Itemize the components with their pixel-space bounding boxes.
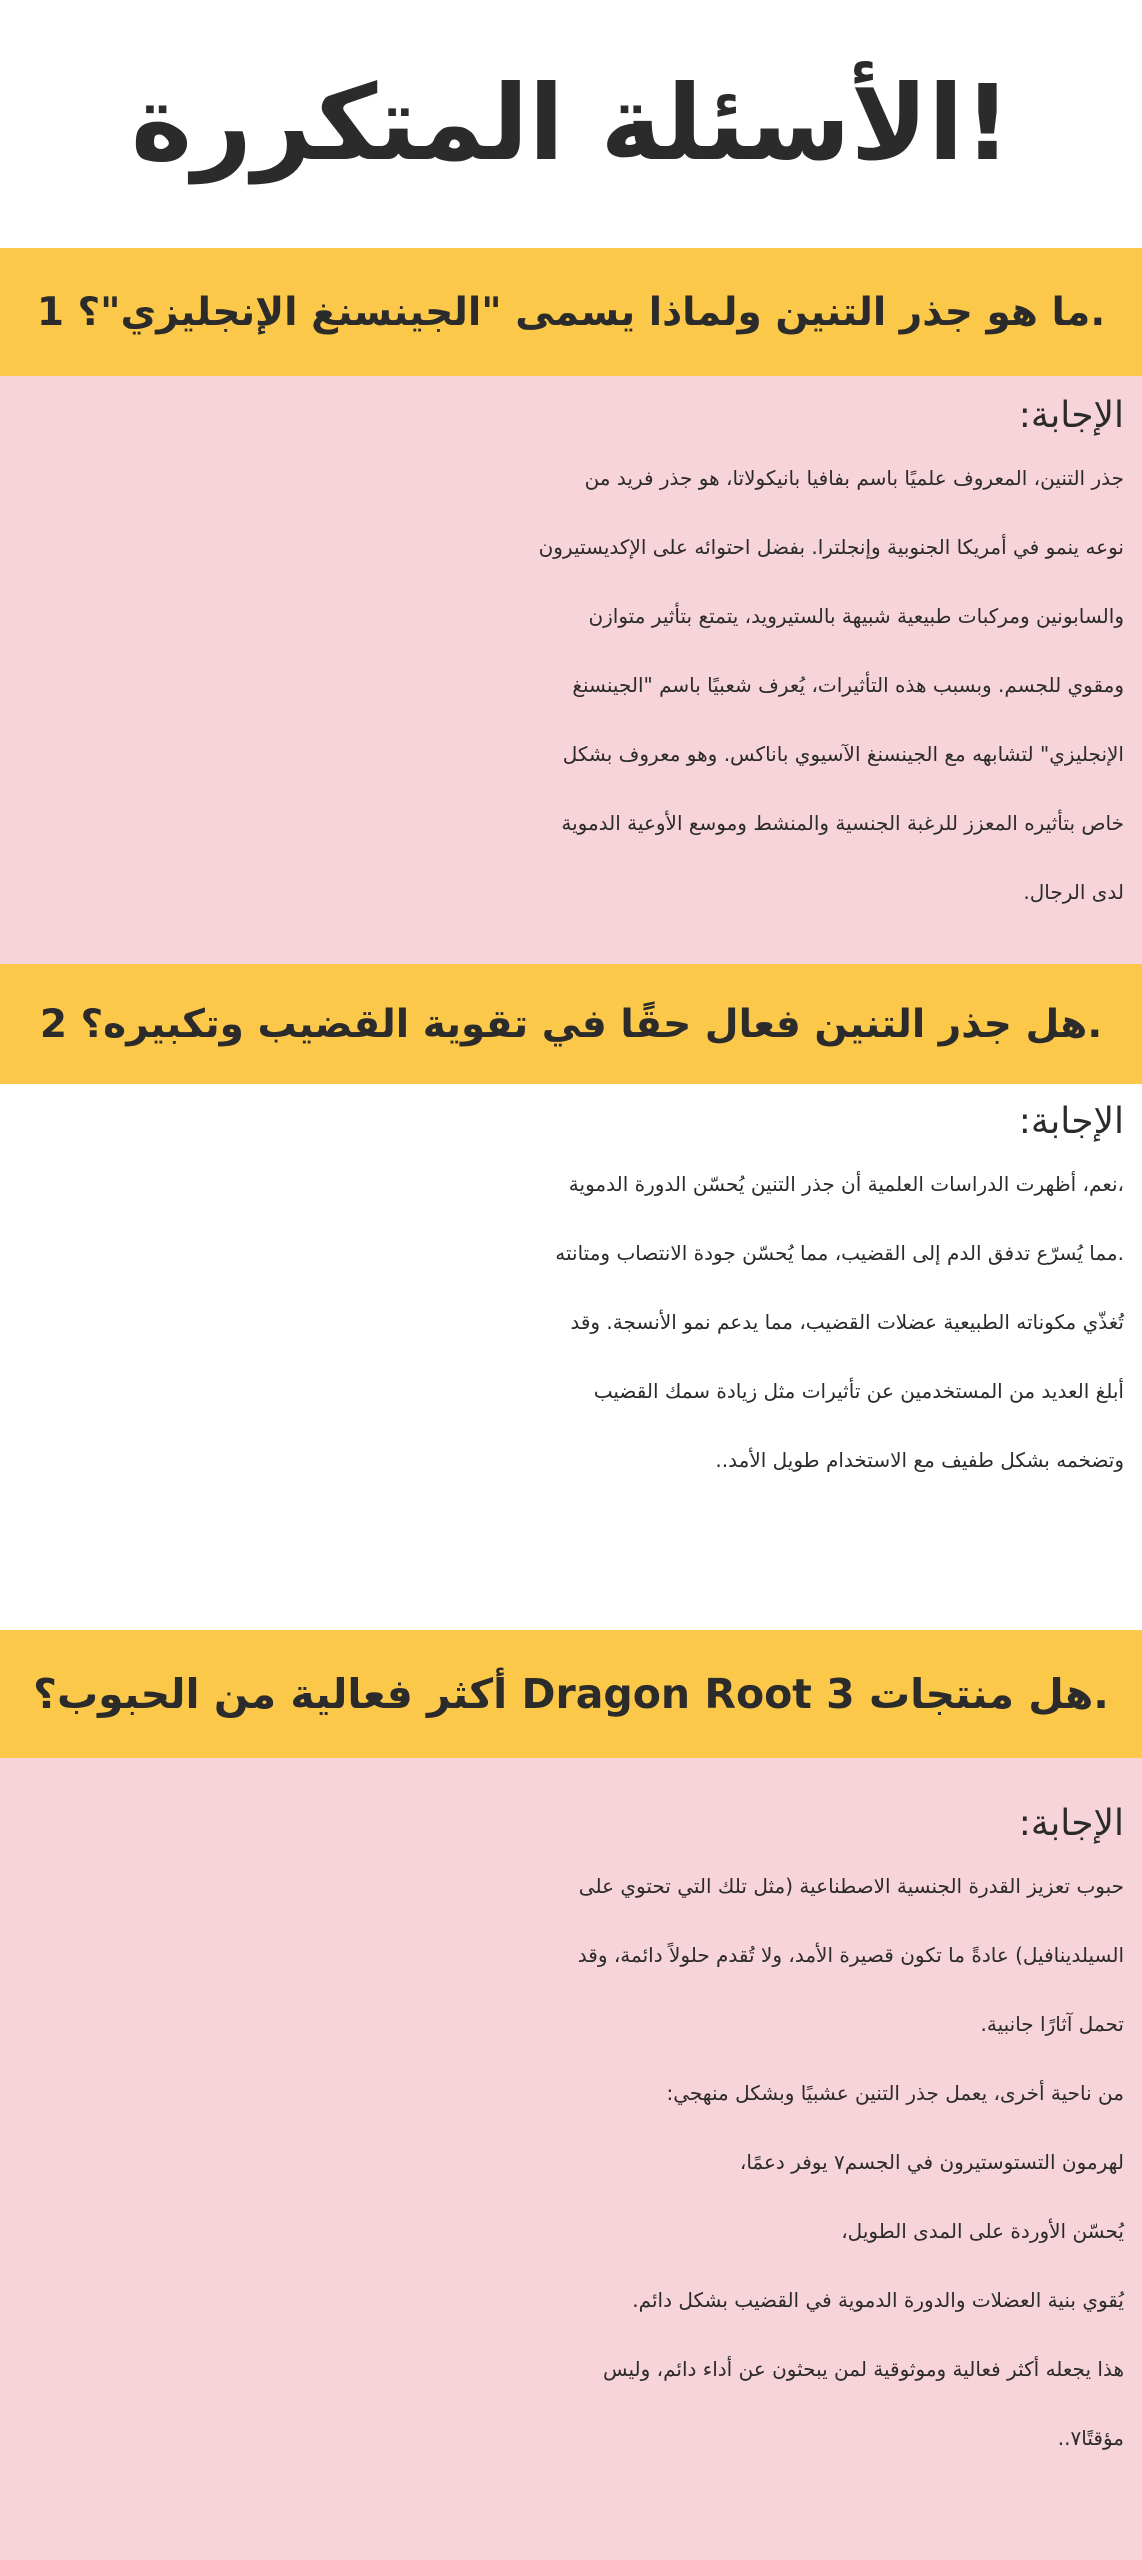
answer-line: حبوب تعزيز القدرة الجنسية الاصطناعية (مثل تلك التي تحتوي على	[578, 1874, 1124, 1898]
answer-line: .لدى الرجال	[1023, 880, 1124, 904]
answer-label: :الإجابة	[1018, 1101, 1124, 1142]
faq-answer-2	[0, 1084, 1142, 1630]
answer-line: :من ناحية أخرى، يعمل جذر التنين عشبيًا وبشكل منهجي	[666, 2081, 1124, 2105]
answer-line: نعم، أظهرت الدراسات العلمية أن جذر التنين يُحسّن الدورة الدموية،	[568, 1172, 1124, 1196]
faq-question-text: هل جذر التنين فعال حقًا في تقوية القضيب وتكبيره؟ 2.	[39, 1001, 1103, 1047]
answer-line: هذا يجعله أكثر فعالية وموثوقية لمن يبحثون عن أداء دائم، وليس	[603, 2357, 1124, 2381]
faq-question-3	[0, 1630, 1142, 1758]
answer-line: أبلغ العديد من المستخدمين عن تأثيرات مثل زيادة سمك القضيب	[593, 1379, 1124, 1403]
answer-line: خاص بتأثيره المعزز للرغبة الجنسية والمنشط وموسع الأوعية الدموية	[561, 811, 1124, 835]
faq-question-2	[0, 964, 1142, 1084]
page-title: الأسئلة المتكررة!	[130, 62, 1012, 184]
answer-label: :الإجابة	[1018, 395, 1124, 436]
answer-line: مما يُسرّع تدفق الدم إلى القضيب، مما يُحسّن جودة الانتصاب ومتانته.	[555, 1241, 1124, 1265]
answer-line: جذر التنين، المعروف علميًا باسم بفافيا بانيكولاتا، هو جذر فريد من	[584, 466, 1124, 490]
faq-question-text: أكثر فعالية من الحبوب؟ Dragon Root هل منتجات 3.	[33, 1670, 1109, 1718]
answer-line: نوعه ينمو في أمريكا الجنوبية وإنجلترا. بفضل احتوائه على الإكديستيرون	[538, 535, 1124, 559]
answer-line: الإنجليزي" لتشابهه مع الجينسنغ الآسيوي باناكس. وهو معروف بشكل	[562, 742, 1124, 766]
answer-line: السيلدينافيل) عادةً ما تكون قصيرة الأمد، ولا تُقدم حلولاً دائمة، وقد	[577, 1943, 1124, 1967]
faq-answer-1	[0, 376, 1142, 964]
faq-answer-3	[0, 1758, 1142, 2560]
answer-label: :الإجابة	[1018, 1803, 1124, 1844]
faq-question-1	[0, 248, 1142, 376]
answer-line: ،لهرمون التستوستيرون في الجسم٧ يوفر دعمًا	[739, 2150, 1124, 2174]
answer-line: ..مؤقتًا٧	[1057, 2426, 1124, 2450]
answer-line: ..وتضخمه بشكل طفيف مع الاستخدام طويل الأمد	[715, 1448, 1124, 1472]
answer-line: .يُقوي بنية العضلات والدورة الدموية في القضيب بشكل دائم	[632, 2288, 1124, 2312]
faq-question-text: ما هو جذر التنين ولماذا يسمى "الجينسنغ الإنجليزي"؟ 1.	[36, 289, 1106, 335]
answer-line: ،يُحسّن الأوردة على المدى الطويل	[841, 2219, 1124, 2243]
answer-line: ومقوي للجسم. وبسبب هذه التأثيرات، يُعرف شعبيًا باسم "الجينسنغ	[572, 673, 1124, 697]
answer-line: والسابونين ومركبات طبيعية شبيهة بالستيرويد، يتمتع بتأثير متوازن	[588, 604, 1124, 628]
answer-line: تُغذّي مكوناته الطبيعية عضلات القضيب، مما يدعم نمو الأنسجة. وقد	[570, 1310, 1124, 1334]
answer-line: .تحمل آثارًا جانبية	[980, 2012, 1124, 2036]
